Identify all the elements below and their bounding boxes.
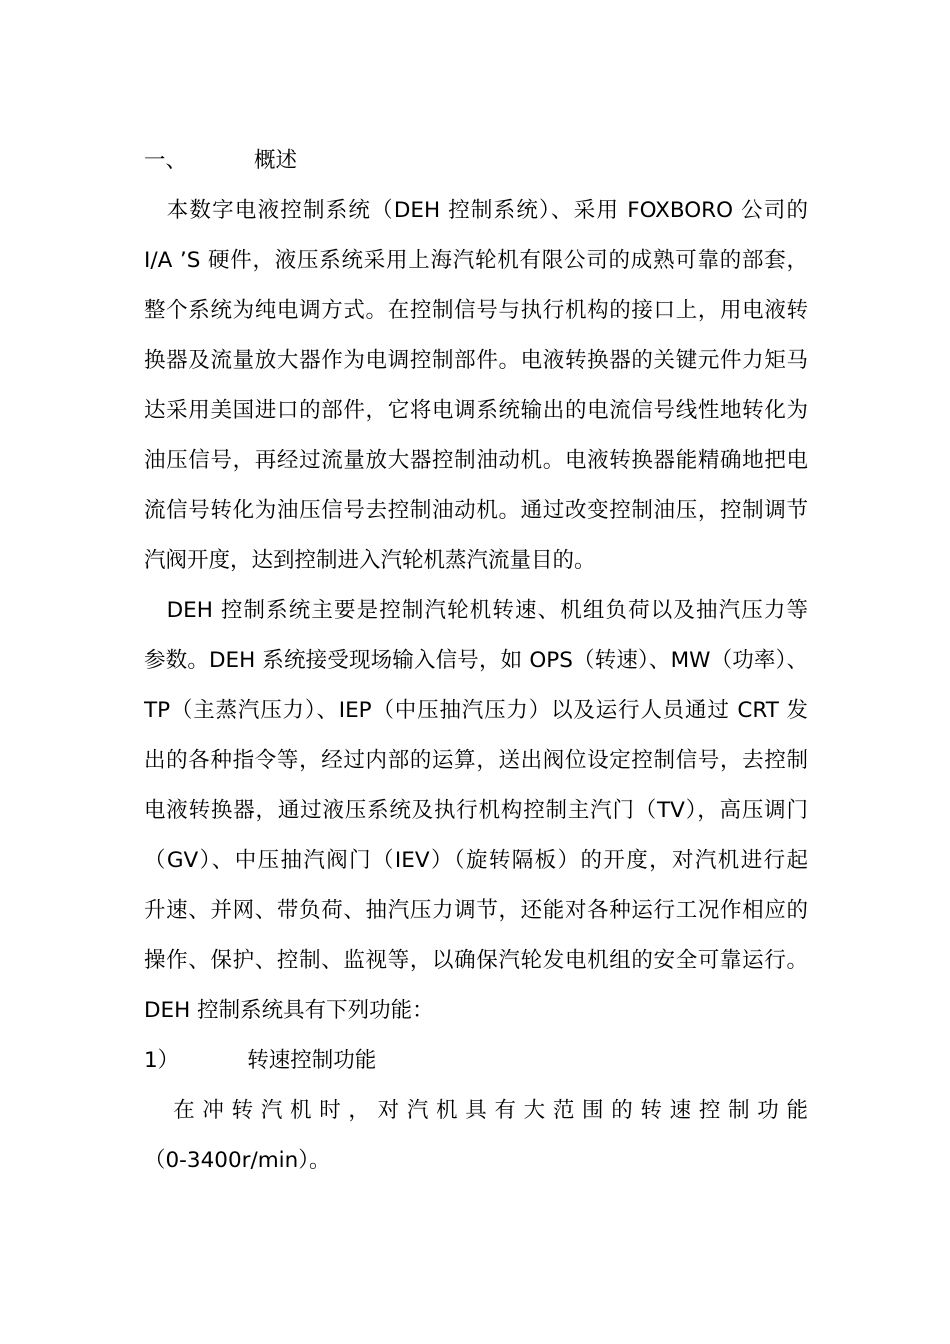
section-heading-overview — [144, 136, 808, 186]
paragraph-line: 升速、并网、带负荷、抽汽压力调节，还能对各种运行工况作相应的 — [144, 898, 808, 923]
section-number: 一、 — [144, 148, 188, 173]
paragraph-speed-control — [144, 1086, 808, 1186]
paragraph-line: 换器及流量放大器作为电调控制部件。电液转换器的关键元件力矩马 — [144, 348, 808, 373]
paragraph-line: TP（主蒸汽压力）、IEP（中压抽汽压力）以及运行人员通过 CRT 发 — [144, 698, 808, 723]
section-title: 转速控制功能 — [247, 1048, 377, 1073]
paragraph-line: （GV）、中压抽汽阀门（IEV）（旋转隔板）的开度，对汽机进行起 — [144, 848, 808, 873]
paragraph-deh-functions — [144, 586, 808, 1036]
paragraph-line: 汽阀开度，达到控制进入汽轮机蒸汽流量目的。 — [144, 548, 596, 573]
section-title: 概述 — [254, 148, 298, 173]
document-body — [144, 136, 808, 1186]
paragraph-line: 达采用美国进口的部件，它将电调系统输出的电流信号线性地转化为 — [144, 398, 808, 423]
paragraph-line: 电液转换器，通过液压系统及执行机构控制主汽门（TV），高压调门 — [144, 798, 808, 823]
paragraph-line: 操作、保护、控制、监视等，以确保汽轮发电机组的安全可靠运行。 — [144, 948, 808, 973]
paragraph-intro — [144, 186, 808, 586]
paragraph-line: （0-3400r/min）。 — [144, 1148, 331, 1173]
paragraph-line: 参数。DEH 系统接受现场输入信号，如 OPS（转速）、MW（功率）、 — [144, 648, 808, 673]
paragraph-line: 在冲转汽机时，对汽机具有大范围的转速控制功能 — [144, 1098, 808, 1123]
paragraph-line: 油压信号，再经过流量放大器控制油动机。电液转换器能精确地把电 — [144, 448, 808, 473]
paragraph-line: DEH 控制系统具有下列功能： — [144, 998, 434, 1023]
paragraph-line: 本数字电液控制系统（DEH 控制系统）、采用 FOXBORO 公司的 — [144, 198, 808, 223]
paragraph-line: I/A ’S 硬件，液压系统采用上海汽轮机有限公司的成熟可靠的部套， — [144, 248, 808, 273]
paragraph-line: 流信号转化为油压信号去控制油动机。通过改变控制油压，控制调节 — [144, 498, 808, 523]
paragraph-line: DEH 控制系统主要是控制汽轮机转速、机组负荷以及抽汽压力等 — [144, 598, 808, 623]
paragraph-line: 出的各种指令等，经过内部的运算，送出阀位设定控制信号，去控制 — [144, 748, 808, 773]
paragraph-line: 整个系统为纯电调方式。在控制信号与执行机构的接口上，用电液转 — [144, 298, 808, 323]
section-number: 1） — [144, 1048, 180, 1073]
section-heading-speed-control — [144, 1036, 808, 1086]
